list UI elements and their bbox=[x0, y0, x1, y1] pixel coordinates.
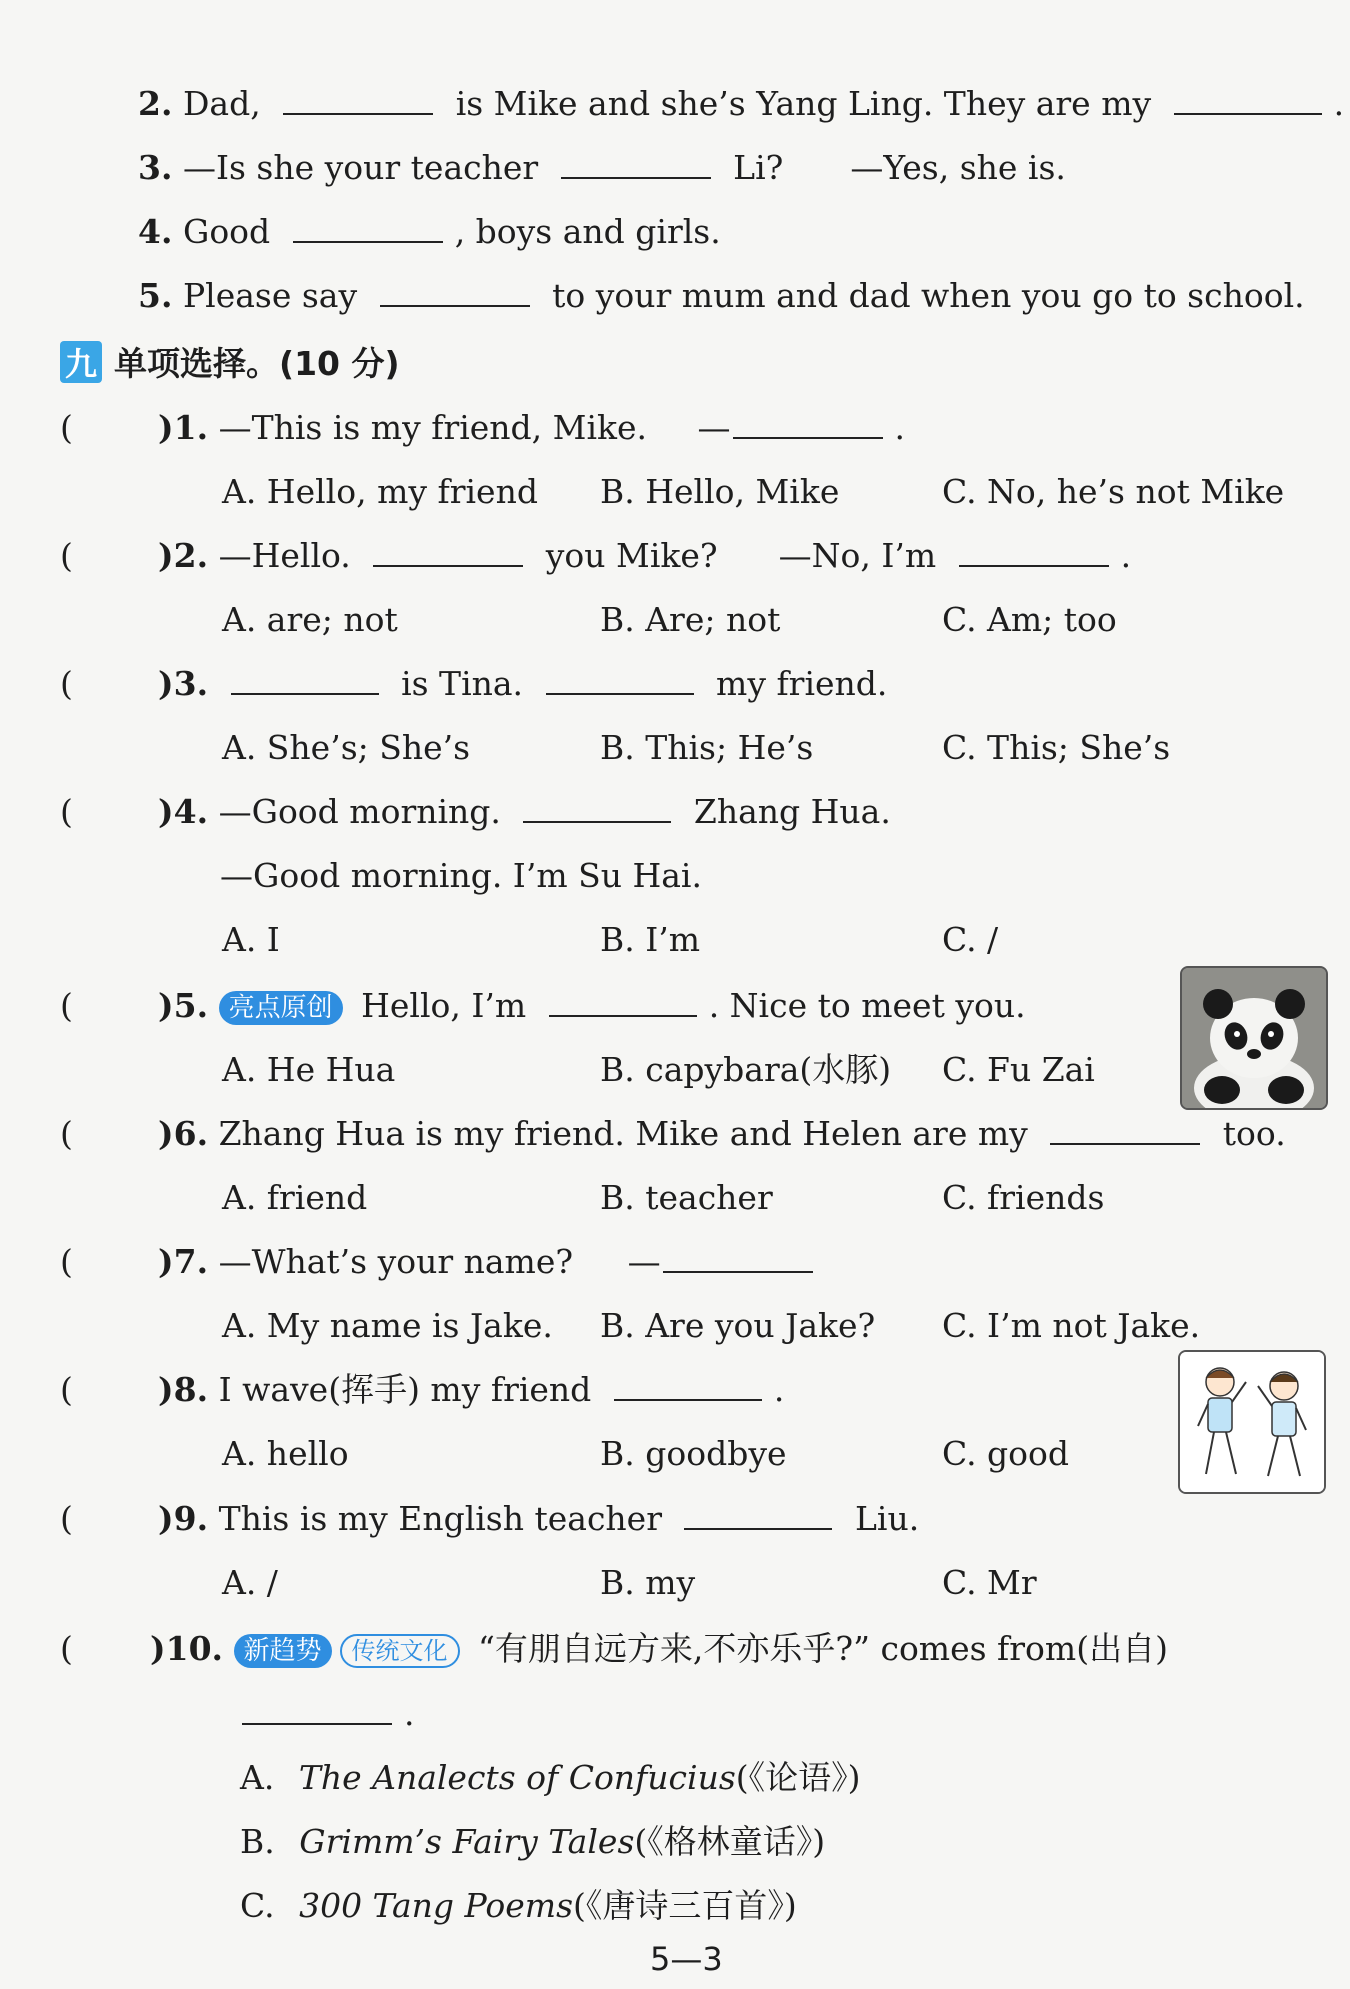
option-c[interactable]: C. This; She’s bbox=[942, 728, 1171, 767]
fill-in-2: 2. Dad, is Mike and she’s Yang Ling. They are my . bbox=[138, 84, 1345, 123]
answer-blank[interactable] bbox=[1050, 1113, 1200, 1145]
option-c[interactable]: C. friends bbox=[942, 1178, 1105, 1217]
answer-blank[interactable] bbox=[733, 407, 883, 439]
section-header bbox=[60, 338, 400, 385]
option-b[interactable]: B. Are; not bbox=[600, 600, 781, 639]
answer-blank[interactable] bbox=[380, 275, 530, 307]
question-4-reply: —Good morning. I’m Su Hai. bbox=[220, 856, 702, 895]
option-a[interactable]: A. hello bbox=[222, 1434, 349, 1473]
page-number: 5—3 bbox=[650, 1940, 723, 1978]
question-6-stem: )6. Zhang Hua is my friend. Mike and Helen are my too. bbox=[158, 1114, 1286, 1153]
item-number: 5. bbox=[138, 276, 173, 315]
question-10-stem: )10. 新趋势 传统文化 “有朋自远方来,不亦乐乎?” comes from(出自) bbox=[150, 1629, 1168, 1668]
option-a[interactable]: A. The Analects of Confucius(《论语》) bbox=[240, 1758, 861, 1797]
answer-paren[interactable]: ( bbox=[60, 1114, 73, 1153]
option-a[interactable]: A. She’s; She’s bbox=[222, 728, 471, 767]
option-c[interactable]: C. Fu Zai bbox=[942, 1050, 1095, 1089]
answer-blank[interactable] bbox=[373, 535, 523, 567]
original-badge: 亮点原创 bbox=[219, 991, 343, 1025]
option-c[interactable]: C. Am; too bbox=[942, 600, 1117, 639]
option-b[interactable]: B. Are you Jake? bbox=[600, 1306, 876, 1345]
option-c[interactable]: C. No, he’s not Mike bbox=[942, 472, 1285, 511]
fill-in-4: 4. Good , boys and girls. bbox=[138, 212, 721, 251]
option-b[interactable]: B. Grimm’s Fairy Tales(《格林童话》) bbox=[240, 1822, 826, 1861]
option-b[interactable]: B. teacher bbox=[600, 1178, 773, 1217]
question-8-stem: )8. I wave(挥手) my friend . bbox=[158, 1370, 785, 1409]
question-5-stem: )5. 亮点原创 Hello, I’m . Nice to meet you. bbox=[158, 986, 1026, 1025]
answer-blank[interactable] bbox=[293, 211, 443, 243]
question-9-stem: )9. This is my English teacher Liu. bbox=[158, 1499, 920, 1538]
question-2-stem: )2. —Hello. you Mike? —No, I’m . bbox=[158, 536, 1132, 575]
section-title: 单项选择。(10 分) bbox=[114, 344, 400, 383]
question-10-blank-line: . bbox=[230, 1692, 415, 1736]
traditional-culture-badge: 传统文化 bbox=[340, 1634, 460, 1668]
answer-paren[interactable]: ( bbox=[60, 1370, 73, 1409]
item-number: 2. bbox=[138, 84, 173, 123]
option-b[interactable]: B. my bbox=[600, 1563, 696, 1602]
answer-paren[interactable]: ( bbox=[60, 986, 73, 1025]
answer-blank[interactable] bbox=[523, 791, 671, 823]
answer-paren[interactable]: ( bbox=[60, 664, 73, 703]
answer-blank[interactable] bbox=[231, 663, 379, 695]
option-a[interactable]: A. friend bbox=[222, 1178, 368, 1217]
option-a[interactable]: A. Hello, my friend bbox=[222, 472, 538, 511]
answer-blank[interactable] bbox=[663, 1241, 813, 1273]
panda-photo bbox=[1180, 966, 1328, 1110]
fill-in-3: 3. —Is she your teacher Li? —Yes, she is. bbox=[138, 148, 1066, 187]
option-b[interactable]: B. goodbye bbox=[600, 1434, 787, 1473]
option-a[interactable]: A. I bbox=[222, 920, 280, 959]
fill-in-5: 5. Please say to your mum and dad when you go to school. bbox=[138, 276, 1305, 315]
answer-blank[interactable] bbox=[242, 1693, 392, 1725]
new-trend-badge: 新趋势 bbox=[234, 1634, 332, 1668]
answer-paren[interactable]: ( bbox=[60, 1242, 73, 1281]
option-c[interactable]: C. Mr bbox=[942, 1563, 1037, 1602]
option-b[interactable]: B. I’m bbox=[600, 920, 701, 959]
question-7-stem: )7. —What’s your name? — bbox=[158, 1240, 825, 1284]
option-b[interactable]: B. capybara(水豚) bbox=[600, 1050, 892, 1089]
answer-paren[interactable]: ( bbox=[60, 408, 73, 447]
kids-waving-icon bbox=[1180, 1352, 1324, 1492]
section-number-badge: 九 bbox=[60, 341, 102, 383]
answer-blank[interactable] bbox=[549, 985, 697, 1017]
option-a[interactable]: A. are; not bbox=[222, 600, 398, 639]
answer-blank[interactable] bbox=[959, 535, 1109, 567]
question-4-stem: )4. —Good morning. Zhang Hua. bbox=[158, 792, 891, 831]
answer-paren[interactable]: ( bbox=[60, 792, 73, 831]
item-number: 4. bbox=[138, 212, 173, 251]
option-b[interactable]: B. This; He’s bbox=[600, 728, 814, 767]
answer-paren[interactable]: ( bbox=[60, 536, 73, 575]
question-3-stem: )3. is Tina. my friend. bbox=[158, 664, 888, 703]
option-c[interactable]: C. / bbox=[942, 920, 999, 959]
answer-blank[interactable] bbox=[684, 1498, 832, 1530]
option-c[interactable]: C. 300 Tang Poems(《唐诗三百首》) bbox=[240, 1886, 797, 1925]
answer-blank[interactable] bbox=[546, 663, 694, 695]
option-c[interactable]: C. I’m not Jake. bbox=[942, 1306, 1201, 1345]
answer-blank[interactable] bbox=[1174, 83, 1322, 115]
answer-blank[interactable] bbox=[614, 1369, 762, 1401]
option-a[interactable]: A. / bbox=[222, 1563, 278, 1602]
answer-blank[interactable] bbox=[283, 83, 433, 115]
two-kids-waving-illustration bbox=[1178, 1350, 1326, 1494]
option-a[interactable]: A. He Hua bbox=[222, 1050, 396, 1089]
panda-icon bbox=[1182, 968, 1326, 1108]
option-b[interactable]: B. Hello, Mike bbox=[600, 472, 840, 511]
answer-paren[interactable]: ( bbox=[60, 1499, 73, 1538]
answer-blank[interactable] bbox=[561, 147, 711, 179]
item-number: 3. bbox=[138, 148, 173, 187]
answer-paren[interactable]: ( bbox=[60, 1629, 73, 1668]
option-a[interactable]: A. My name is Jake. bbox=[222, 1306, 553, 1345]
question-1-stem: )1. —This is my friend, Mike. — . bbox=[158, 408, 906, 447]
option-c[interactable]: C. good bbox=[942, 1434, 1070, 1473]
